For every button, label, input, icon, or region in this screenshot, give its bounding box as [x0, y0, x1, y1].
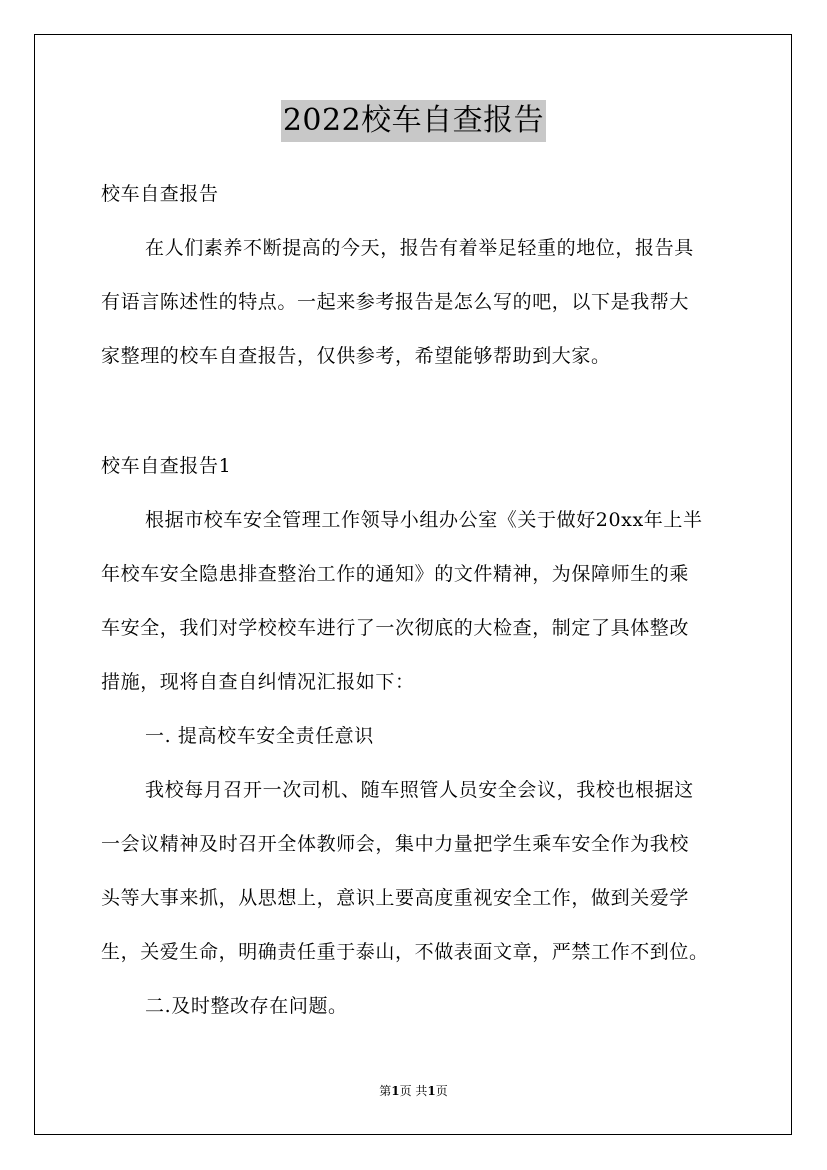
title-container [0, 100, 827, 142]
page-footer [0, 1083, 827, 1099]
subsection-heading: 二.及时整改存在问题。 [145, 995, 348, 1017]
paragraph-line: 家整理的校车自查报告，仅供参考，希望能够帮助到大家。 [101, 345, 611, 367]
paragraph-line: 车安全，我们对学校校车进行了一次彻底的大检查，制定了具体整改 [101, 617, 690, 639]
document-title: 2022校车自查报告 [281, 100, 546, 142]
footer-mid: 页 共 [399, 1084, 428, 1098]
footer-prefix: 第 [379, 1084, 392, 1098]
paragraph-line: 头等大事来抓，从思想上，意识上要高度重视安全工作，做到关爱学 [101, 887, 690, 909]
footer-page-number: 1 [391, 1084, 400, 1098]
paragraph-line: 根据市校车安全管理工作领导小组办公室《关于做好20xx年上半 [145, 509, 703, 531]
paragraph-line: 年校车安全隐患排查整治工作的通知》的文件精神，为保障师生的乘 [101, 563, 690, 585]
footer-suffix: 页 [435, 1084, 448, 1098]
paragraph-line: 一会议精神及时召开全体教师会，集中力量把学生乘车安全作为我校 [101, 833, 690, 855]
subsection-heading: 一. 提高校车安全责任意识 [145, 725, 374, 747]
paragraph-line: 在人们素养不断提高的今天，报告有着举足轻重的地位，报告具 [145, 237, 694, 259]
footer-page-total: 1 [427, 1084, 436, 1098]
paragraph-line: 我校每月召开一次司机、随车照管人员安全会议，我校也根据这 [145, 779, 694, 801]
paragraph-line: 措施，现将自查自纠情况汇报如下： [101, 671, 415, 693]
paragraph-line: 生，关爱生命，明确责任重于泰山，不做表面文章，严禁工作不到位。 [101, 941, 709, 963]
paragraph-line: 有语言陈述性的特点。一起来参考报告是怎么写的吧，以下是我帮大 [101, 291, 690, 313]
section-heading: 校车自查报告1 [101, 455, 232, 477]
section-heading: 校车自查报告 [101, 183, 219, 205]
